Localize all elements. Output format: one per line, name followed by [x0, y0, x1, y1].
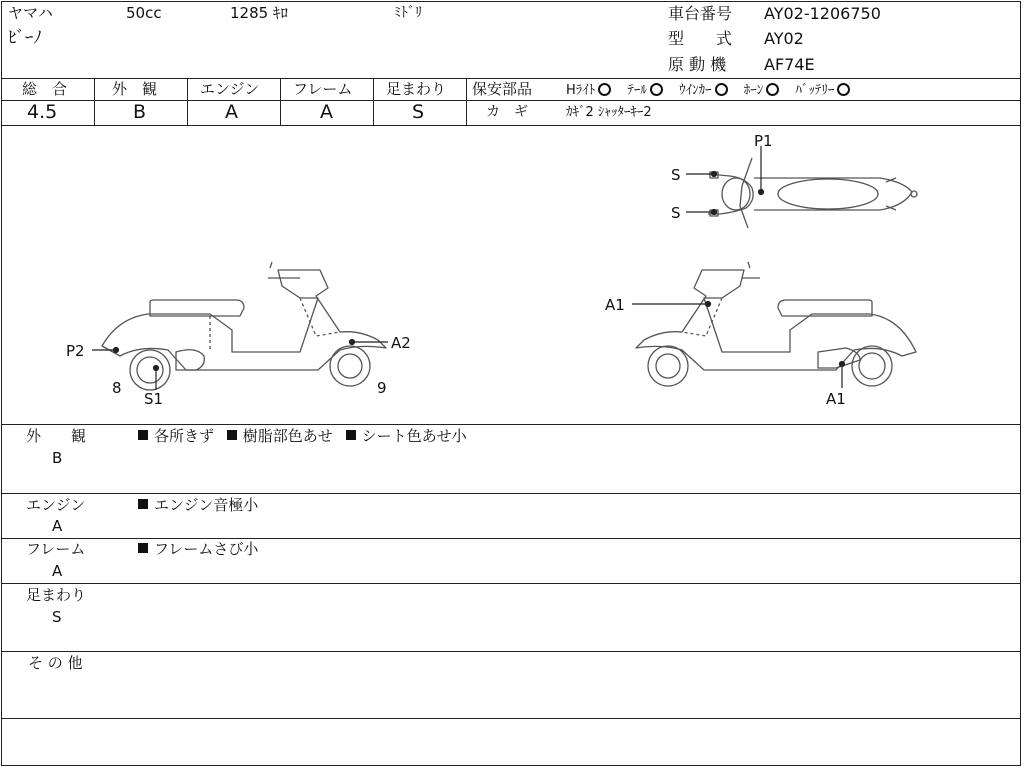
notes-other-label: そ の 他	[28, 654, 83, 672]
ok-circle-icon	[766, 83, 779, 96]
type-value: AY02	[764, 29, 804, 48]
notes-engine-grade: A	[52, 517, 63, 535]
ok-circle-icon	[715, 83, 728, 96]
notes-suspension-grade: S	[52, 608, 62, 626]
engine-model-label: 原 動 機	[668, 55, 727, 74]
overall-label: 総 合	[22, 80, 68, 98]
divider	[1, 651, 1021, 652]
safety-item-label: ﾊﾞｯﾃﾘｰ	[795, 83, 835, 98]
label-p2: P2	[66, 342, 85, 360]
safety-item-label: ﾎｰﾝ	[743, 83, 764, 98]
bullet-square-icon	[227, 430, 237, 440]
key-value: ｶｷﾞ2 ｼｬｯﾀｰｷｰ2	[566, 105, 652, 120]
notes-frame-items	[138, 542, 258, 557]
safety-item-taillight	[627, 83, 663, 98]
divider	[468, 100, 1021, 101]
mileage	[230, 6, 288, 21]
note-item: シート色あせ小	[361, 427, 467, 445]
divider	[466, 78, 467, 125]
notes-frame-label: フレーム	[26, 540, 86, 558]
safety-item-battery	[795, 83, 850, 98]
note-item: フレームさび小	[154, 540, 259, 558]
divider	[1, 583, 1021, 584]
label-a1-upper: A1	[605, 296, 625, 314]
displacement: 50cc	[126, 4, 162, 22]
mileage-unit: ｷﾛ	[272, 4, 288, 22]
divider	[1, 493, 1021, 494]
frame-no-label: 車台番号	[668, 4, 733, 23]
label-a2: A2	[391, 334, 411, 352]
bullet-square-icon	[138, 430, 148, 440]
model-name: ﾋﾞｰﾉ	[8, 28, 42, 48]
frame-no-value: AY02-1206750	[764, 4, 881, 23]
divider	[1, 78, 1021, 79]
type-label: 型 式	[668, 29, 733, 48]
safety-parts-label: 保安部品	[472, 80, 533, 98]
scooter-damage-diagram	[0, 126, 1024, 424]
notes-suspension-label: 足まわり	[26, 586, 87, 604]
notes-engine-items	[138, 498, 258, 513]
bullet-square-icon	[346, 430, 356, 440]
safety-item-label: ﾃｰﾙ	[627, 83, 647, 98]
ok-circle-icon	[650, 83, 663, 96]
scooter-top-view	[708, 158, 917, 228]
notes-exterior-items	[138, 429, 467, 444]
divider	[280, 78, 281, 125]
suspension-grade-value: S	[412, 101, 425, 123]
safety-item-label: ｳｲﾝｶｰ	[679, 83, 712, 98]
maker: ヤマハ	[8, 4, 53, 22]
divider	[1, 538, 1021, 539]
exterior-grade-value: B	[133, 101, 147, 123]
note-item: 樹脂部色あせ	[242, 427, 333, 445]
key-label: カ ギ	[486, 104, 528, 120]
frame-grade-label: フレーム	[293, 80, 353, 98]
ok-circle-icon	[598, 83, 611, 96]
exterior-grade-label: 外 観	[112, 80, 158, 98]
bullet-square-icon	[138, 499, 148, 509]
color: ﾐﾄﾞﾘ	[394, 5, 422, 21]
bullet-square-icon	[138, 543, 148, 553]
overall-value: 4.5	[27, 101, 58, 123]
label-s-top-1: S	[671, 166, 681, 184]
ok-circle-icon	[837, 83, 850, 96]
notes-exterior-grade: B	[52, 449, 63, 467]
scooter-right-view	[636, 262, 916, 386]
label-s1: S1	[144, 390, 164, 408]
label-8: 8	[112, 379, 122, 397]
frame-grade-value: A	[320, 101, 333, 123]
label-9: 9	[377, 379, 387, 397]
safety-item-headlight	[566, 83, 611, 98]
safety-item-label: Hﾗｲﾄ	[566, 83, 596, 98]
label-p1: P1	[754, 132, 773, 150]
divider	[187, 78, 188, 125]
label-a1-lower: A1	[826, 390, 846, 408]
scooter-left-view	[102, 262, 386, 390]
divider	[1, 718, 1021, 719]
notes-exterior-label: 外 観	[26, 427, 87, 445]
divider	[373, 78, 374, 125]
label-s-top-2: S	[671, 204, 681, 222]
note-item: 各所きず	[154, 427, 215, 445]
divider	[1, 424, 1021, 425]
safety-parts-list	[566, 83, 862, 97]
mileage-value: 1285	[230, 4, 269, 22]
safety-item-winker	[679, 83, 728, 98]
engine-grade-label: エンジン	[200, 80, 260, 98]
notes-frame-grade: A	[52, 562, 63, 580]
suspension-grade-label: 足まわり	[386, 80, 447, 98]
safety-item-horn	[744, 83, 780, 98]
engine-grade-value: A	[225, 101, 238, 123]
divider	[94, 78, 95, 125]
engine-model-value: AF74E	[764, 55, 815, 74]
note-item: エンジン音極小	[154, 496, 259, 514]
notes-engine-label: エンジン	[26, 496, 86, 514]
